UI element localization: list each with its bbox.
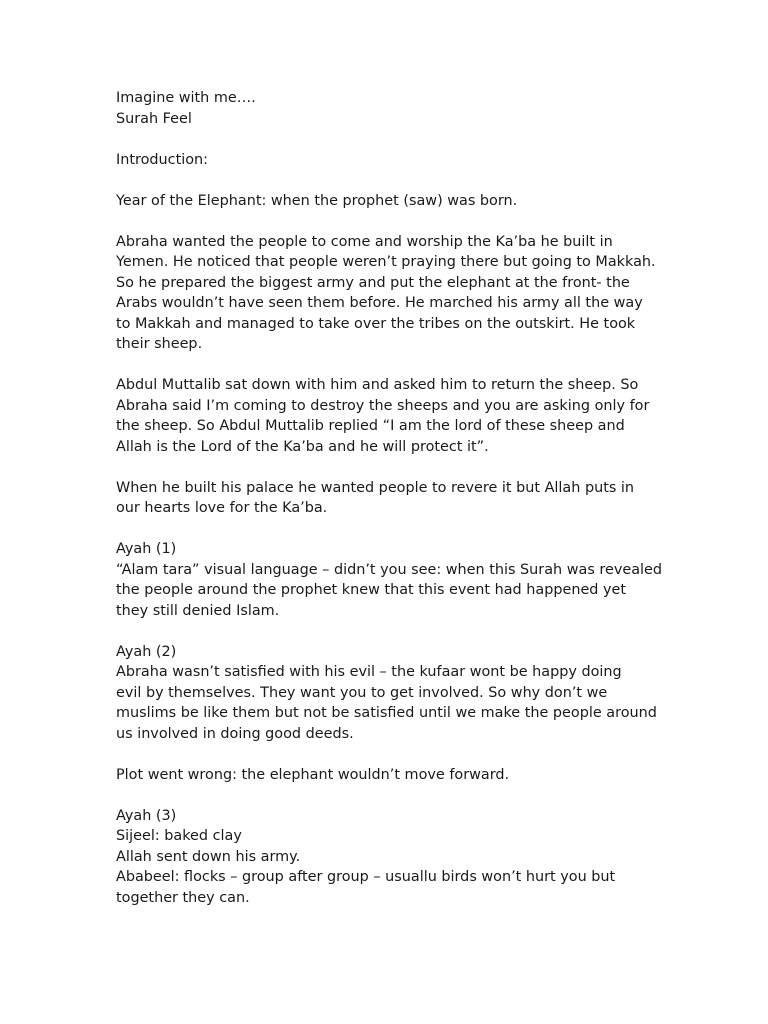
- ayah-block: [116, 539, 663, 621]
- text-line: Ababeel: flocks – group after group – usuallu birds won’t hurt you but: [116, 869, 616, 885]
- document-body: [116, 88, 663, 929]
- text-line: Ayah (1): [116, 541, 177, 557]
- text-line: they still denied Islam.: [116, 602, 280, 619]
- text-line: Abraha wanted the people to come and worship the Ka’ba he built in: [116, 233, 613, 250]
- title-block: [116, 88, 636, 129]
- section-heading: [116, 150, 636, 171]
- text-line: Surah Feel: [116, 110, 192, 127]
- text-line: Introduction:: [116, 151, 208, 168]
- text-line: together they can.: [116, 889, 250, 906]
- text-line: Ayah (2): [116, 643, 177, 660]
- text-line: evil by themselves. They want you to get involved. So why don’t we: [116, 684, 608, 701]
- text-line: So he prepared the biggest army and put the elephant at the front- the: [116, 274, 630, 291]
- text-line: to Makkah and managed to take over the tribes on the outskirt. He took: [116, 315, 636, 332]
- text-line: Abraha wasn’t satisfied with his evil – the kufaar wont be happy doing: [116, 664, 622, 680]
- text-line: Arabs wouldn’t have seen them before. He marched his army all the way: [116, 295, 643, 311]
- text-line: our hearts love for the Ka’ba.: [116, 500, 328, 516]
- text-line: us involved in doing good deeds.: [116, 725, 354, 742]
- text-line: Allah is the Lord of the Ka’ba and he will protect it”.: [116, 438, 489, 455]
- text-line: muslims be like them but not be satisfied until we make the people around: [116, 705, 657, 721]
- ayah-block: [116, 642, 657, 745]
- text-line: Imagine with me….: [116, 90, 256, 106]
- text-line: Plot went wrong: the elephant wouldn’t move forward.: [116, 766, 510, 783]
- text-line: the people around the prophet knew that this event had happened yet: [116, 582, 627, 598]
- text-line: their sheep.: [116, 336, 203, 352]
- text-line: Abdul Muttalib sat down with him and asked him to return the sheep. So: [116, 377, 639, 393]
- text-line: Ayah (3): [116, 807, 177, 824]
- text-line: Yemen. He noticed that people weren’t praying there but going to Makkah.: [116, 254, 656, 270]
- text-line: Year of the Elephant: when the prophet (saw) was born.: [116, 192, 518, 209]
- text-line: Sijeel: baked clay: [116, 828, 242, 844]
- text-line: Abraha said I’m coming to destroy the sheeps and you are asking only for: [116, 397, 650, 414]
- text-line: the sheep. So Abdul Muttalib replied “I am the lord of these sheep and: [116, 418, 625, 434]
- paragraph: [116, 478, 636, 519]
- paragraph: [116, 375, 650, 457]
- text-line: When he built his palace he wanted people to revere it but Allah puts in: [116, 479, 635, 496]
- paragraph: [116, 191, 636, 212]
- paragraph: [116, 765, 636, 786]
- ayah-block: [116, 806, 636, 909]
- text-line: “Alam tara” visual language – didn’t you see: when this Surah was revealed: [116, 561, 663, 578]
- text-line: Allah sent down his army.: [116, 848, 301, 865]
- paragraph: [116, 232, 656, 355]
